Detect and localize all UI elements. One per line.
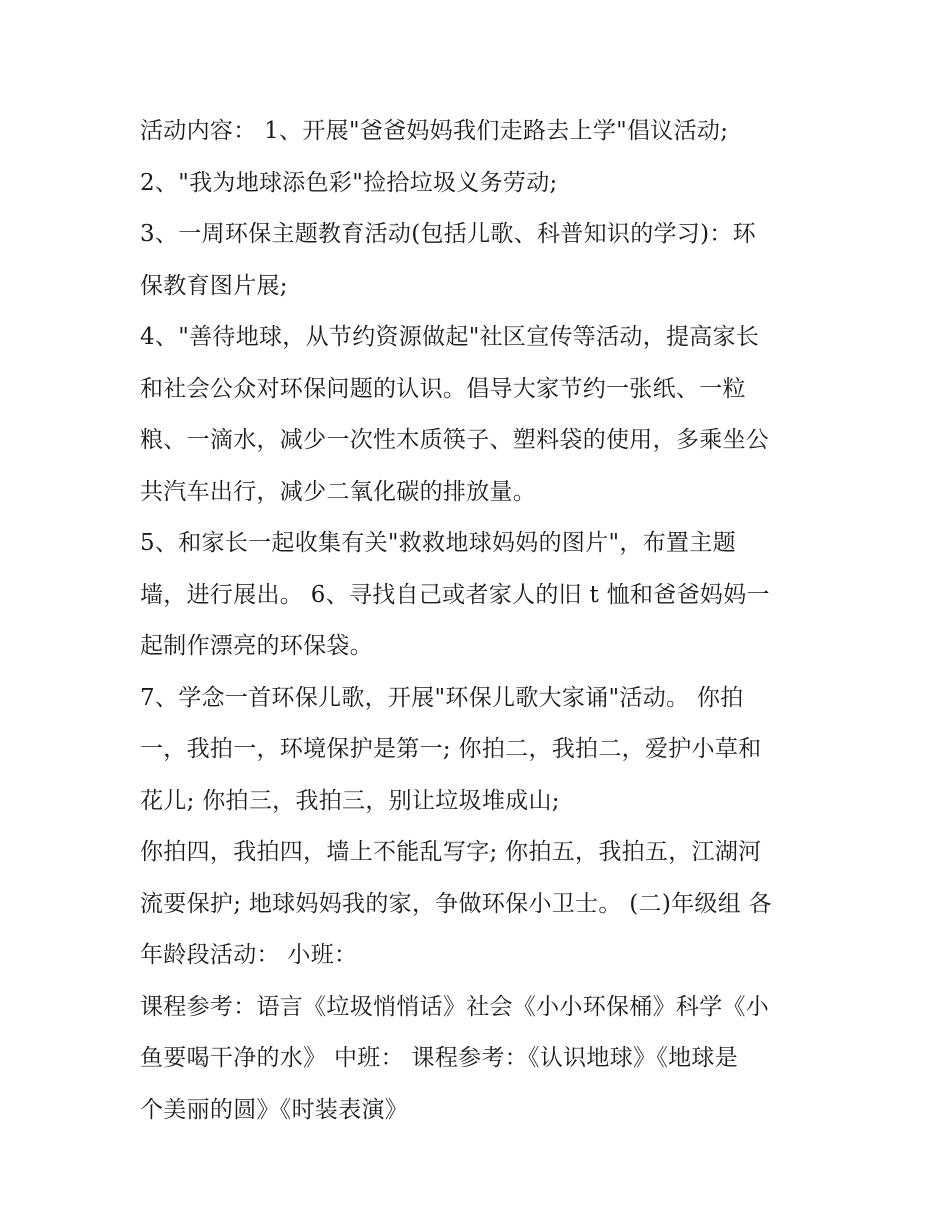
text-line: 年龄段活动： 小班： bbox=[140, 942, 358, 968]
text-line: 起制作漂亮的环保袋。 bbox=[140, 633, 373, 659]
text-line: 你拍四，我拍四，墙上不能乱写字; 你拍五，我拍五，江湖河 bbox=[140, 839, 762, 865]
text-line: 墙，进行展出。 6、寻找自己或者家人的旧 t 恤和爸爸妈妈一 bbox=[140, 581, 770, 608]
text-line: 和社会公众对环保问题的认识。倡导大家节约一张纸、一粒 bbox=[140, 375, 746, 402]
text-line: 粮、一滴水，减少一次性木质筷子、塑料袋的使用，多乘坐公 bbox=[140, 427, 770, 453]
text-line: 一，我拍一，环境保护是第一; 你拍二，我拍二，爱护小草和 bbox=[140, 736, 762, 762]
text-line: 2、"我为地球添色彩"捡拾垃圾义务劳动; bbox=[140, 169, 558, 196]
text-line: 3、一周环保主题教育活动(包括儿歌、科普知识的学习)：环 bbox=[140, 221, 756, 247]
text-line: 花儿; 你拍三，我拍三，别让垃圾堆成山; bbox=[140, 787, 560, 814]
text-line: 鱼要喝干净的水》 中班： 课程参考：《认识地球》《地球是 bbox=[140, 1045, 739, 1071]
text-line: 个美丽的圆》《时装表演》 bbox=[140, 1096, 409, 1123]
text-line: 保教育图片展; bbox=[140, 272, 288, 299]
text-line: 4、"善待地球，从节约资源做起"社区宣传等活动，提高家长 bbox=[140, 324, 760, 350]
text-line: 活动内容： 1、开展"爸爸妈妈我们走路去上学"倡议活动; bbox=[140, 118, 729, 144]
document-body bbox=[140, 106, 820, 1136]
text-line: 共汽车出行，减少二氧化碳的排放量。 bbox=[140, 478, 537, 505]
text-line: 课程参考：语言《垃圾悄悄话》社会《小小环保桶》科学《小 bbox=[140, 993, 770, 1020]
text-line: 7、学念一首环保儿歌，开展"环保儿歌大家诵"活动。 你拍 bbox=[140, 684, 744, 711]
text-line: 流要保护; 地球妈妈我的家，争做环保小卫士。 (二)年级组 各 bbox=[140, 890, 772, 917]
text-line: 5、和家长一起收集有关"救救地球妈妈的图片"，布置主题 bbox=[140, 530, 736, 556]
